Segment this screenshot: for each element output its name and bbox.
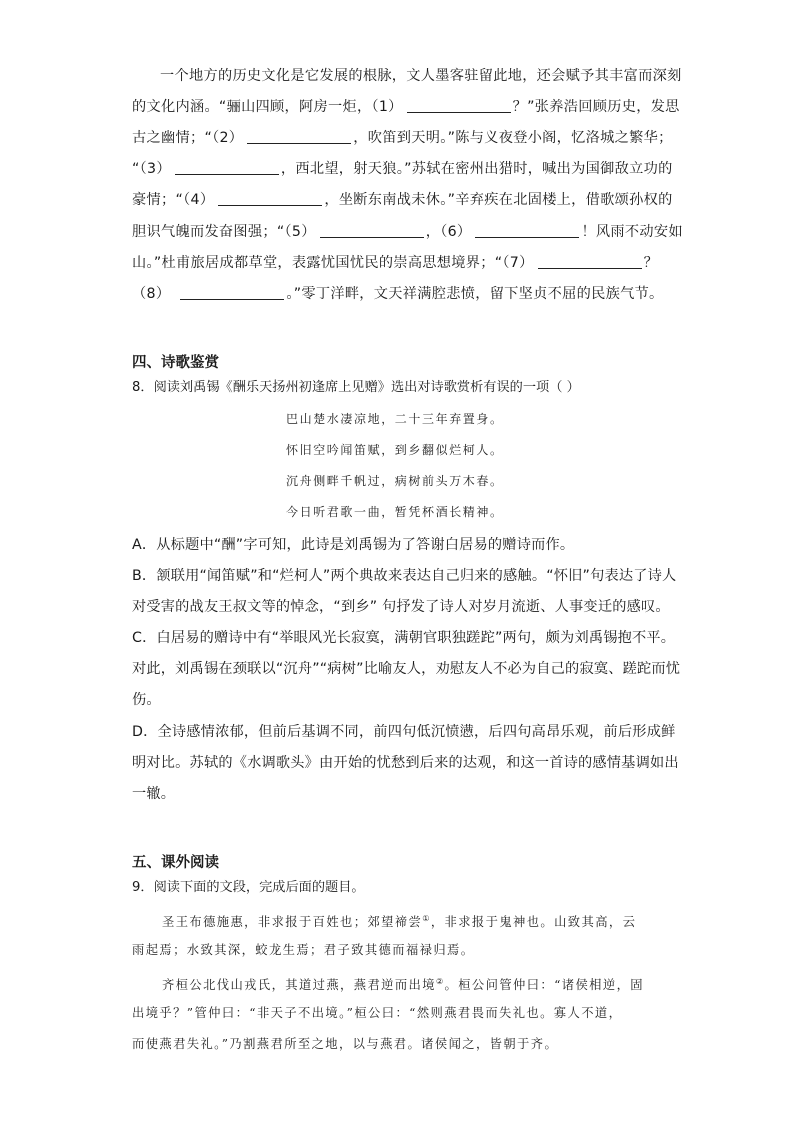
passage-line-8 — [132, 284, 664, 304]
option-c-continued: 对此，刘禹锡在颈联以“沉舟”“病树”比喻友人，劝慰友人不必为自己的寂寞、蹉跎而忧 — [132, 661, 681, 677]
text: ，坐断东南战未休。”辛弃疾在北固楼上，借歌颂孙权的 — [324, 192, 673, 208]
text: “（3） — [132, 161, 171, 177]
answer-blank-4[interactable] — [218, 190, 322, 206]
passage-line-2 — [132, 97, 680, 117]
option-b-continued: 对受害的战友王叔文等的悼念，“到乡” 句抒发了诗人对岁月流逝、人事变迁的感叹。 — [132, 599, 670, 615]
answer-blank-7[interactable] — [538, 253, 642, 269]
text: 的文化内涵。“骊山四顾，阿房一炬，（1） — [132, 99, 403, 115]
poem-line-4: 今日听君歌一曲，暂凭杯酒长精神。 — [286, 505, 504, 519]
text: 齐桓公北伐山戎氏，其道过燕，燕君逆而出境 — [162, 978, 436, 993]
passage-line-6 — [132, 222, 683, 242]
text: 胆识气魄而发奋图强；“（5） — [132, 224, 316, 240]
footnote-marker: ① — [422, 914, 431, 923]
option-d[interactable]: D．全诗感情浓郁，但前后基调不同，前四句低沉愤懑，后四句高昂乐观，前后形成鲜 — [132, 724, 676, 740]
text: ，（6） — [425, 224, 472, 240]
section-4-heading: 四、诗歌鉴赏 — [132, 355, 219, 371]
question-9: 9．阅读下面的文段，完成后面的题目。 — [132, 880, 365, 895]
option-c-continued: 伤。 — [132, 692, 161, 708]
text: （8） — [132, 286, 171, 302]
classical-text-line-1 — [162, 910, 636, 931]
answer-blank-2[interactable] — [247, 128, 351, 144]
answer-blank-3[interactable] — [175, 159, 279, 175]
answer-blank-8[interactable] — [180, 284, 284, 300]
text: 古之幽情；“（2） — [132, 130, 244, 146]
classical-text-line-2: 雨起焉；水致其深，蛟龙生焉；君子致其德而福禄归焉。 — [132, 943, 475, 957]
answer-blank-1[interactable] — [407, 97, 511, 113]
poem-line-1: 巴山楚水凄凉地，二十三年弃置身。 — [286, 412, 504, 426]
poem-line-2: 怀旧空吟闻笛赋，到乡翻似烂柯人。 — [286, 443, 504, 457]
option-c[interactable]: C．白居易的赠诗中有“举眼风光长寂寞，满朝官职独蹉跎”两句，颇为刘禹锡抱不平。 — [132, 630, 676, 646]
passage-line-3 — [132, 128, 673, 148]
text: ，吹笛到天明。”陈与义夜登小阁，忆洛城之繁华； — [353, 130, 673, 146]
text: 圣王布德施惠，非求报于百姓也；郊望禘尝 — [162, 915, 423, 930]
question-8: 8．阅读刘禹锡《酬乐天扬州初逢席上见赠》选出对诗歌赏析有误的一项（ ） — [132, 380, 580, 395]
text: ？ — [643, 255, 659, 271]
option-a[interactable]: A．从标题中“酬”字可知，此诗是刘禹锡为了答谢白居易的赠诗而作。 — [132, 537, 575, 553]
text: ，非求报于鬼神也。山致其高，云 — [430, 915, 637, 930]
text: 。”零丁洋畔，文天祥满腔悲愤，留下坚贞不屈的民族气节。 — [286, 286, 664, 302]
text: ！风雨不动安如 — [581, 224, 683, 240]
poem-line-3: 沉舟侧畔千帆过，病树前头万木春。 — [286, 474, 504, 488]
passage-line-1 — [160, 66, 682, 86]
passage-line-5 — [132, 190, 673, 210]
text: ？”张养浩回顾历史，发思 — [512, 99, 680, 115]
classical-text-line-4: 出境乎？”管仲曰：“非天子不出境。”桓公曰：“然则燕君畏而失礼也。寡人不道， — [132, 1006, 623, 1020]
text: 。桓公问管仲曰：“诸侯相逆，固 — [444, 978, 644, 993]
classical-text-line-5: 而使燕君失礼。”乃割燕君所至之地，以与燕君。诸侯闻之，皆朝于齐。 — [132, 1037, 559, 1051]
option-d-continued: 一辙。 — [132, 786, 176, 802]
footnote-marker: ② — [435, 977, 445, 986]
classical-text-line-3 — [162, 973, 644, 994]
text: 一个地方的历史文化是它发展的根脉，文人墨客驻留此地，还会赋予其丰富而深刻 — [160, 68, 682, 84]
passage-line-4 — [132, 159, 673, 179]
text: 山。”杜甫旅居成都草堂，表露忧国忧民的崇高思想境界；“（7） — [132, 255, 534, 271]
text: 豪情；“（4） — [132, 192, 215, 208]
answer-blank-5[interactable] — [320, 222, 424, 238]
option-d-continued: 明对比。苏轼的《水调歌头》由开始的忧愁到后来的达观，和这一首诗的感情基调如出 — [132, 755, 679, 771]
answer-blank-6[interactable] — [475, 222, 579, 238]
section-5-heading: 五、课外阅读 — [132, 855, 219, 871]
passage-line-7 — [132, 253, 658, 273]
text: ，西北望，射天狼。”苏轼在密州出猎时，喊出为国御敌立功的 — [280, 161, 673, 177]
option-b[interactable]: B．颔联用“闻笛赋”和“烂柯人”两个典故来表达自己归来的感触。“怀旧”句表达了诗人 — [132, 568, 677, 584]
